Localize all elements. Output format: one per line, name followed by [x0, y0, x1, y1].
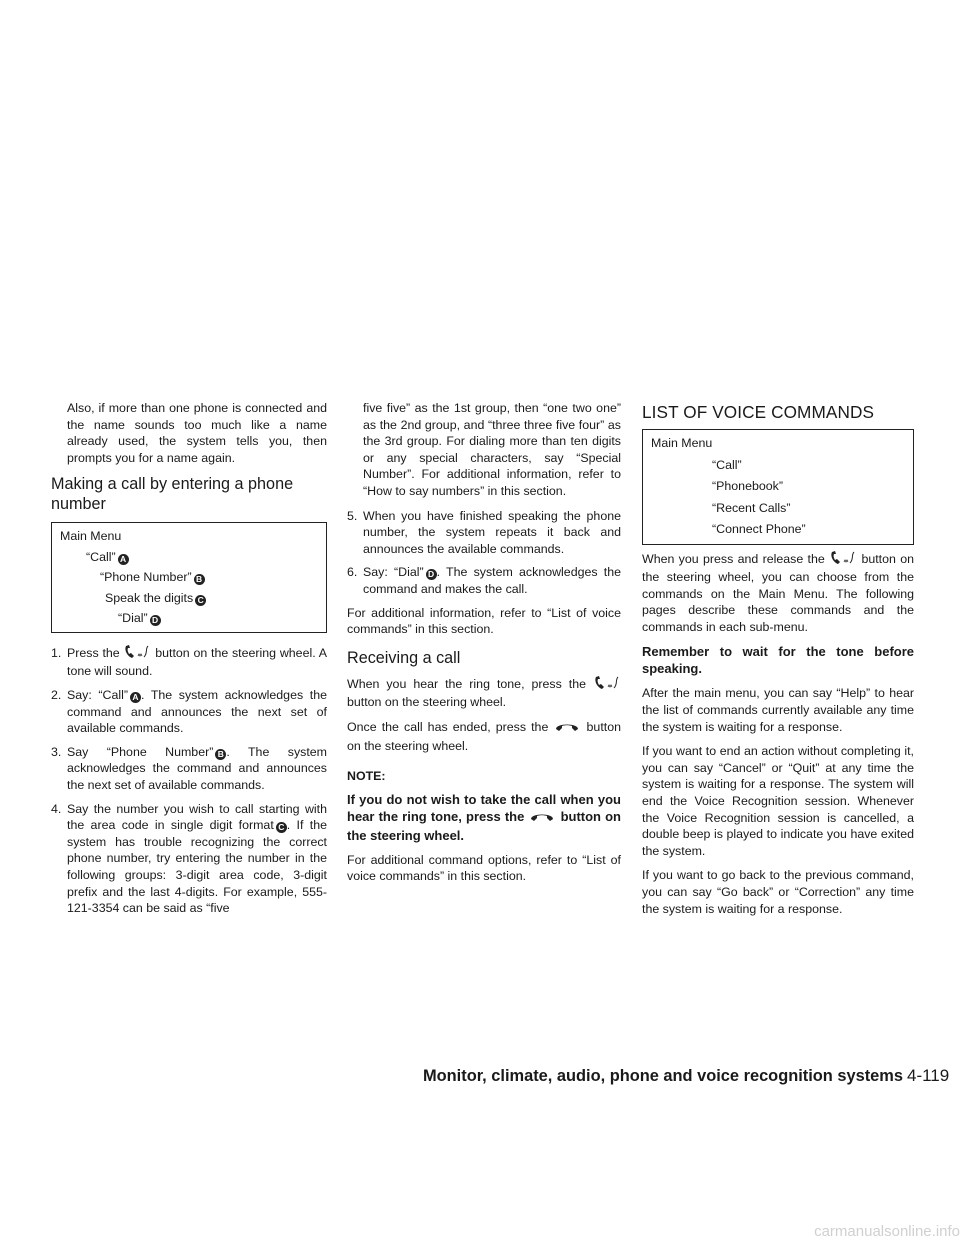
main-menu-box [642, 429, 914, 545]
intro-paragraph: Also, if more than one phone is connected and the name sounds too much like a name already used, the system tells you, then prompts you for a name again. [67, 401, 327, 465]
go-back-paragraph: If you want to go back to the previous command, you can say “Go back” or “Correction” any time the system is waiting for a response. [642, 868, 914, 916]
phone-voice-icon [593, 676, 621, 695]
step-2: 2. Say: “Call” A . The system acknowledges the command and announces the next set of available commands. [51, 688, 327, 736]
receive-paragraph: When you hear the ring tone, press the button on the steering wheel. [347, 676, 621, 711]
watermark: carmanualsonline.info [814, 1223, 960, 1240]
badge-d-icon: D [426, 569, 437, 580]
cancel-paragraph: If you want to end an action without completing it, you can say “Cancel” or “Quit” at any time the system is waiting for a response. The system will end the Voice Recognition session. Whenever the Voice Recognition session is cancelled, a double beep is played to indicate you have exited the system. [642, 744, 914, 858]
ended-paragraph: Once the call has ended, press the button on the steering wheel. [347, 719, 621, 753]
phone-voice-icon [123, 645, 151, 664]
step-5: 5. When you have finished speaking the phone number, the system repeats it back and announces the available commands. [347, 508, 621, 556]
section-heading-voice-commands: LIST OF VOICE COMMANDS [642, 402, 875, 422]
phone-hangup-icon [553, 721, 581, 738]
note-text: If you do not wish to take the call when you hear the ring tone, press the button on the steering wheel. [347, 791, 621, 843]
step-6: 6. Say: “Dial” D . The system acknowledges the command and makes the call. [347, 565, 621, 596]
note-label: NOTE: [347, 769, 386, 784]
menu-item-recent-calls: “Recent Calls” [712, 500, 791, 515]
badge-b-icon: B [194, 574, 205, 585]
section-heading-making-call: Making a call by entering a phone number [51, 475, 294, 514]
menu-item-phonebook: “Phonebook” [712, 479, 783, 493]
step-3: 3. Say “Phone Number” B . The system acknowledges the command and announces the next set of available commands. [51, 744, 327, 793]
phone-hangup-icon [528, 810, 556, 827]
badge-d-icon: D [150, 615, 161, 626]
menu-title: Main Menu [651, 436, 713, 450]
steps-list-2 [347, 508, 621, 598]
phone-voice-icon [829, 551, 857, 570]
footer-section-title: Monitor, climate, audio, phone and voice recognition systems [423, 1067, 903, 1085]
additional-info: For additional information, refer to “List of voice commands” in this section. [347, 605, 621, 637]
menu-dial: “Dial” D [60, 608, 318, 629]
page-footer [423, 1066, 950, 1086]
page-number: 4-119 [906, 1066, 950, 1085]
menu-item-call: “Call” [712, 457, 742, 472]
badge-a-icon: A [130, 692, 141, 703]
column-right [642, 400, 914, 925]
menu-title: Main Menu [60, 529, 122, 544]
menu-tree-box [51, 522, 327, 633]
badge-c-icon: C [276, 822, 287, 833]
menu-phone-number: “Phone Number” B [60, 567, 318, 588]
help-paragraph: After the main menu, you can say “Help” to hear the list of commands currently available any time the system is waiting for a response. [642, 686, 914, 734]
menu-item-connect-phone: “Connect Phone” [712, 522, 806, 536]
wait-for-tone: Remember to wait for the tone before speaking. [642, 644, 914, 677]
step-1: 1. Press the button on the steering wheel. A tone will sound. [51, 645, 328, 679]
menu-call: “Call” A [60, 547, 318, 568]
main-menu-paragraph: When you press and release the button on the steering wheel, you can choose from the commands on the Main Menu. The following pages describe these commands and the commands in each sub-menu. [642, 551, 914, 634]
column-middle [347, 400, 621, 893]
badge-c-icon: C [195, 595, 206, 606]
menu-speak-digits: Speak the digits C [60, 588, 318, 609]
badge-a-icon: A [118, 554, 129, 565]
section-heading-receiving-call: Receiving a call [347, 648, 461, 667]
step-4: 4. Say the number you wish to call starting with the area code in single digit format C . If the system has trouble recognizing the correct phone number, try entering the number in the following groups: 3-digit area code, 3-digit prefix and the last 4-digits. For example, 555-121-3354 can be said as “five [51, 801, 328, 916]
step-4-continued: five five” as the 1st group, then “one two one” as the 2nd group, and “three three five four” as the 3rd group. For dialing more than ten digits or any special characters, say “Special Number”. For additional information, refer to “How to say numbers” in this section. [363, 401, 621, 498]
steps-list-1 [51, 645, 327, 917]
column-left [51, 400, 327, 924]
badge-b-icon: B [215, 749, 226, 760]
additional-info-2: For additional command options, refer to “List of voice commands” in this section. [347, 852, 621, 884]
